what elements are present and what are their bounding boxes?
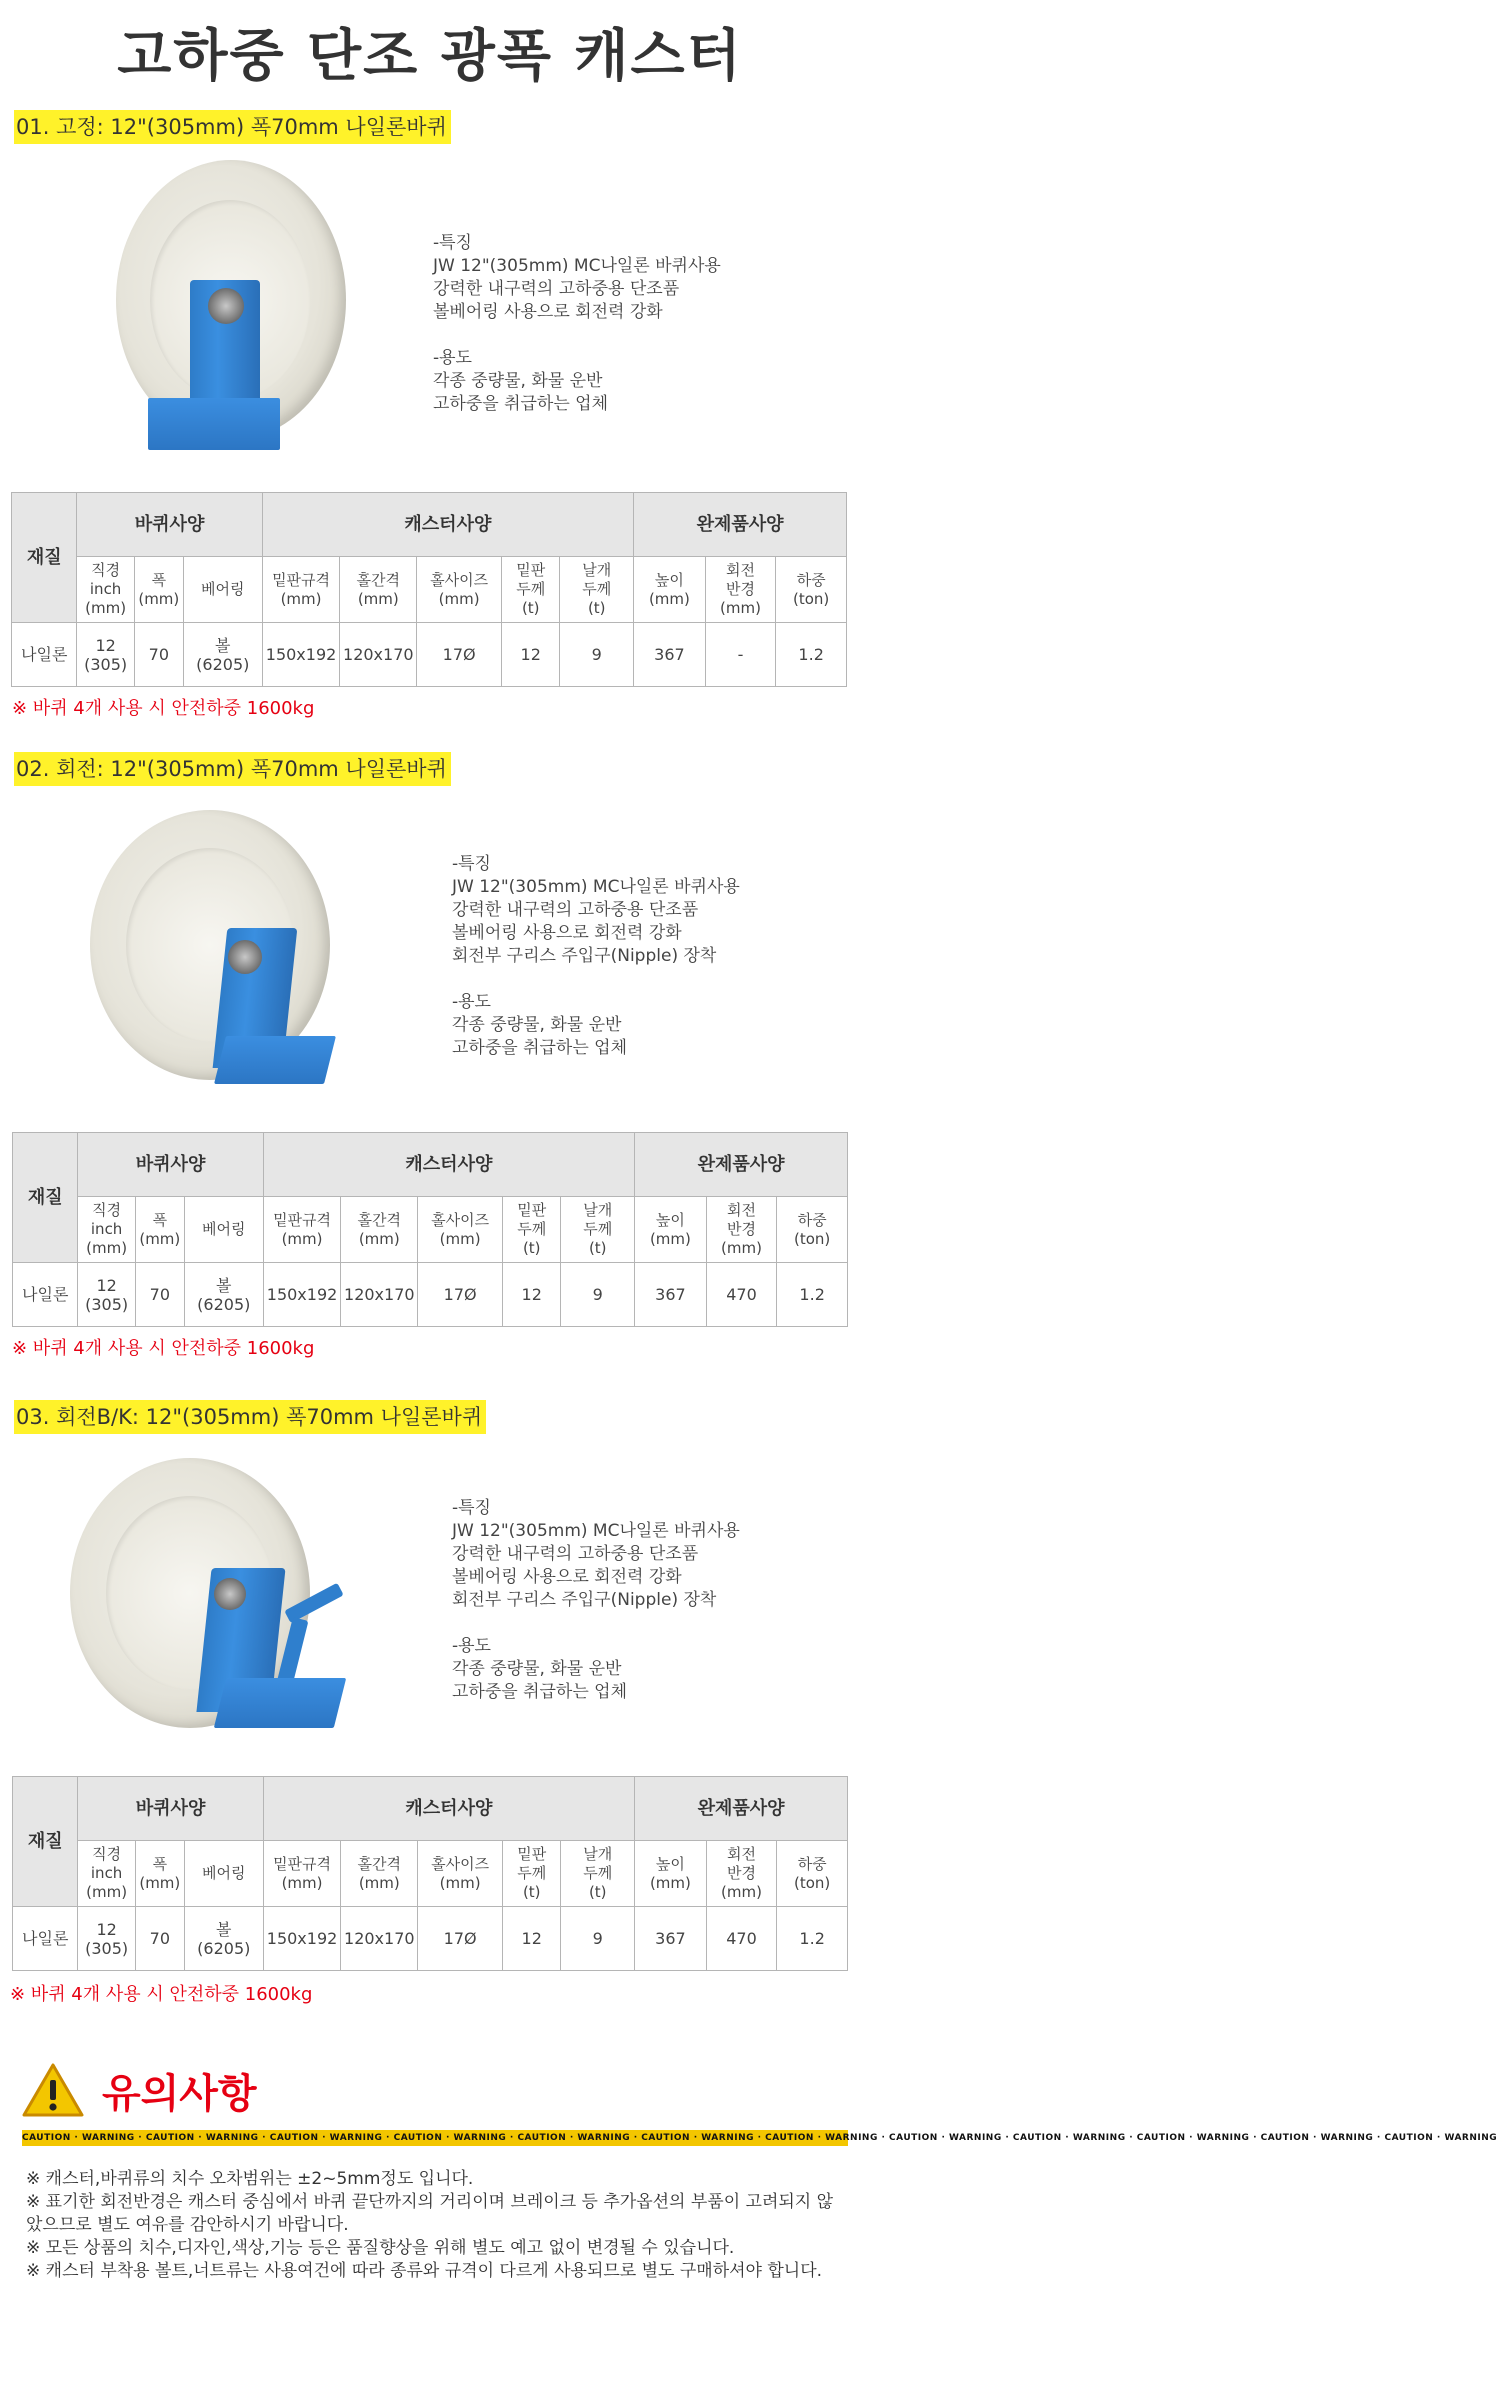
product-1-features: -특징 JW 12"(305mm) MC나일론 바퀴사용 강력한 내구력의 고하중용 단조품 볼베어링 사용으로 회전력 강화 -용도 각종 중량물, 화물 운반 고하중을 취급하는 업체 [433, 233, 721, 414]
header-material: 재질 [13, 1133, 78, 1263]
table-row [13, 1907, 848, 1971]
product-3-spec-table [12, 1776, 848, 1971]
cell-hole-pitch: 120x170 [341, 1263, 418, 1327]
header-base-thickness: 밑판 두께 (t) [503, 1841, 561, 1907]
cell-diameter: 12 (305) [78, 1907, 135, 1971]
cell-hole-size: 17Ø [417, 623, 502, 687]
header-caster-spec: 캐스터사양 [263, 1777, 634, 1841]
cell-blade-thickness: 9 [560, 623, 634, 687]
cell-base-size: 150x192 [263, 1263, 341, 1327]
cell-material: 나일론 [13, 1907, 78, 1971]
axle [228, 940, 262, 974]
mounting-plate [214, 1036, 336, 1084]
caution-note: ※ 모든 상품의 치수,디자인,색상,기능 등은 품질향상을 위해 별도 예고 없이 변경될 수 있습니다. [26, 2238, 735, 2258]
caution-tape: CAUTION · WARNING · CAUTION · WARNING · CAUTION · WARNING · CAUTION · WARNING · CAUTION · WARNING · CAUTION · WARNING · CAUTION · WARNING · CAUTION · WARNING · CAUTION · WARNING · CAUTION · WARNING · CAUTION · WARNING · CAUTION · WARNING [22, 2130, 848, 2146]
mounting-plate [148, 398, 280, 450]
cell-base-thickness: 12 [503, 1907, 561, 1971]
product-2-features: -특징 JW 12"(305mm) MC나일론 바퀴사용 강력한 내구력의 고하중용 단조품 볼베어링 사용으로 회전력 강화 회전부 구리스 주입구(Nipple) 장착 -용도 각종 중량물, 화물 운반 고하중을 취급하는 업체 [452, 854, 740, 1058]
product-1-note: ※ 바퀴 4개 사용 시 안전하중 1600kg [12, 698, 315, 719]
header-bearing: 베어링 [183, 557, 262, 623]
header-height: 높이 (mm) [635, 1841, 707, 1907]
header-material: 재질 [12, 493, 77, 623]
cell-diameter: 12 (305) [77, 623, 134, 687]
header-caster-spec: 캐스터사양 [263, 1133, 634, 1197]
cell-bearing: 볼 (6205) [184, 1263, 263, 1327]
header-swivel-radius: 회전 반경 (mm) [705, 557, 776, 623]
header-height: 높이 (mm) [634, 557, 706, 623]
cell-hole-pitch: 120x170 [341, 1907, 418, 1971]
header-load: 하중 (ton) [777, 1197, 848, 1263]
warning-triangle-icon [22, 2062, 84, 2118]
header-material: 재질 [13, 1777, 78, 1907]
cell-material: 나일론 [12, 623, 77, 687]
product-2-photo [80, 810, 440, 1110]
header-wheel-spec: 바퀴사양 [78, 1777, 263, 1841]
cell-swivel-radius: 470 [706, 1263, 777, 1327]
header-width: 폭 (mm) [134, 557, 183, 623]
header-base-thickness: 밑판 두께 (t) [503, 1197, 561, 1263]
product-2-note: ※ 바퀴 4개 사용 시 안전하중 1600kg [12, 1338, 315, 1359]
product-3-features: -특징 JW 12"(305mm) MC나일론 바퀴사용 강력한 내구력의 고하중용 단조품 볼베어링 사용으로 회전력 강화 회전부 구리스 주입구(Nipple) 장착 -용도 각종 중량물, 화물 운반 고하중을 취급하는 업체 [452, 1498, 740, 1702]
header-wheel-spec: 바퀴사양 [78, 1133, 263, 1197]
header-bearing: 베어링 [184, 1841, 263, 1907]
cell-swivel-radius: 470 [706, 1907, 777, 1971]
header-blade-thickness: 날개 두께 (t) [561, 1841, 635, 1907]
cell-base-size: 150x192 [262, 623, 340, 687]
header-bearing: 베어링 [184, 1197, 263, 1263]
header-width: 폭 (mm) [135, 1841, 184, 1907]
cell-hole-pitch: 120x170 [340, 623, 417, 687]
product-3-photo [70, 1448, 450, 1748]
cell-width: 70 [134, 623, 183, 687]
header-hole-size: 홀사이즈 (mm) [418, 1197, 503, 1263]
product-2-title: 02. 회전: 12"(305mm) 폭70mm 나일론바퀴 [14, 752, 451, 786]
cell-swivel-radius: - [705, 623, 776, 687]
cell-width: 70 [135, 1907, 184, 1971]
cell-height: 367 [635, 1263, 707, 1327]
header-swivel-radius: 회전 반경 (mm) [706, 1841, 777, 1907]
cell-load: 1.2 [777, 1263, 848, 1327]
cell-height: 367 [635, 1907, 707, 1971]
page-title: 고하중 단조 광폭 캐스터 [117, 24, 743, 89]
header-diameter: 직경 inch (mm) [78, 1841, 135, 1907]
cell-bearing: 볼 (6205) [183, 623, 262, 687]
caution-note: ※ 캐스터,바퀴류의 치수 오차범위는 ±2~5mm정도 입니다. [26, 2169, 474, 2189]
header-product-spec: 완제품사양 [634, 493, 847, 557]
header-height: 높이 (mm) [635, 1197, 707, 1263]
axle [208, 288, 244, 324]
header-hole-pitch: 홀간격 (mm) [341, 1841, 418, 1907]
axle [214, 1578, 246, 1610]
header-load: 하중 (ton) [776, 557, 847, 623]
header-diameter: 직경 inch (mm) [78, 1197, 135, 1263]
mounting-plate [214, 1678, 346, 1728]
header-wheel-spec: 바퀴사양 [77, 493, 262, 557]
header-product-spec: 완제품사양 [635, 1777, 848, 1841]
cell-blade-thickness: 9 [561, 1907, 635, 1971]
cell-width: 70 [135, 1263, 184, 1327]
product-2-spec-table [12, 1132, 848, 1327]
cell-hole-size: 17Ø [418, 1907, 503, 1971]
caution-notes [26, 2168, 836, 2283]
caution-note: ※ 캐스터 부착용 볼트,너트류는 사용여건에 따라 종류와 규격이 다르게 사용되므로 별도 구매하셔야 합니다. [26, 2261, 823, 2281]
header-hole-pitch: 홀간격 (mm) [341, 1197, 418, 1263]
cell-bearing: 볼 (6205) [184, 1907, 263, 1971]
cell-base-thickness: 12 [502, 623, 560, 687]
header-blade-thickness: 날개 두께 (t) [560, 557, 634, 623]
cell-load: 1.2 [776, 623, 847, 687]
product-1-spec-table [11, 492, 847, 687]
product-1-title: 01. 고정: 12"(305mm) 폭70mm 나일론바퀴 [14, 110, 451, 144]
header-hole-size: 홀사이즈 (mm) [418, 1841, 503, 1907]
cell-base-thickness: 12 [503, 1263, 561, 1327]
header-hole-size: 홀사이즈 (mm) [417, 557, 502, 623]
table-row [13, 1263, 848, 1327]
table-row [12, 623, 847, 687]
header-hole-pitch: 홀간격 (mm) [340, 557, 417, 623]
cell-base-size: 150x192 [263, 1907, 341, 1971]
cell-hole-size: 17Ø [418, 1263, 503, 1327]
header-base-size: 밑판규격 (mm) [262, 557, 340, 623]
cell-height: 367 [634, 623, 706, 687]
header-blade-thickness: 날개 두께 (t) [561, 1197, 635, 1263]
cell-material: 나일론 [13, 1263, 78, 1327]
header-base-size: 밑판규격 (mm) [263, 1197, 341, 1263]
product-3-title: 03. 회전B/K: 12"(305mm) 폭70mm 나일론바퀴 [14, 1400, 486, 1434]
header-width: 폭 (mm) [135, 1197, 184, 1263]
product-1-photo [80, 160, 440, 470]
header-base-thickness: 밑판 두께 (t) [502, 557, 560, 623]
cell-diameter: 12 (305) [78, 1263, 135, 1327]
header-diameter: 직경 inch (mm) [77, 557, 134, 623]
header-product-spec: 완제품사양 [635, 1133, 848, 1197]
header-base-size: 밑판규격 (mm) [263, 1841, 341, 1907]
header-swivel-radius: 회전 반경 (mm) [706, 1197, 777, 1263]
cell-blade-thickness: 9 [561, 1263, 635, 1327]
header-caster-spec: 캐스터사양 [262, 493, 633, 557]
header-load: 하중 (ton) [777, 1841, 848, 1907]
product-3-note: ※ 바퀴 4개 사용 시 안전하중 1600kg [10, 1984, 313, 2005]
cell-load: 1.2 [777, 1907, 848, 1971]
caution-title: 유의사항 [102, 2071, 257, 2117]
caution-note: ※ 표기한 회전반경은 캐스터 중심에서 바퀴 끝단까지의 거리이며 브레이크 등 추가옵션의 부품이 고려되지 않았으므로 별도 여유를 감안하시기 바랍니다. [26, 2192, 834, 2235]
